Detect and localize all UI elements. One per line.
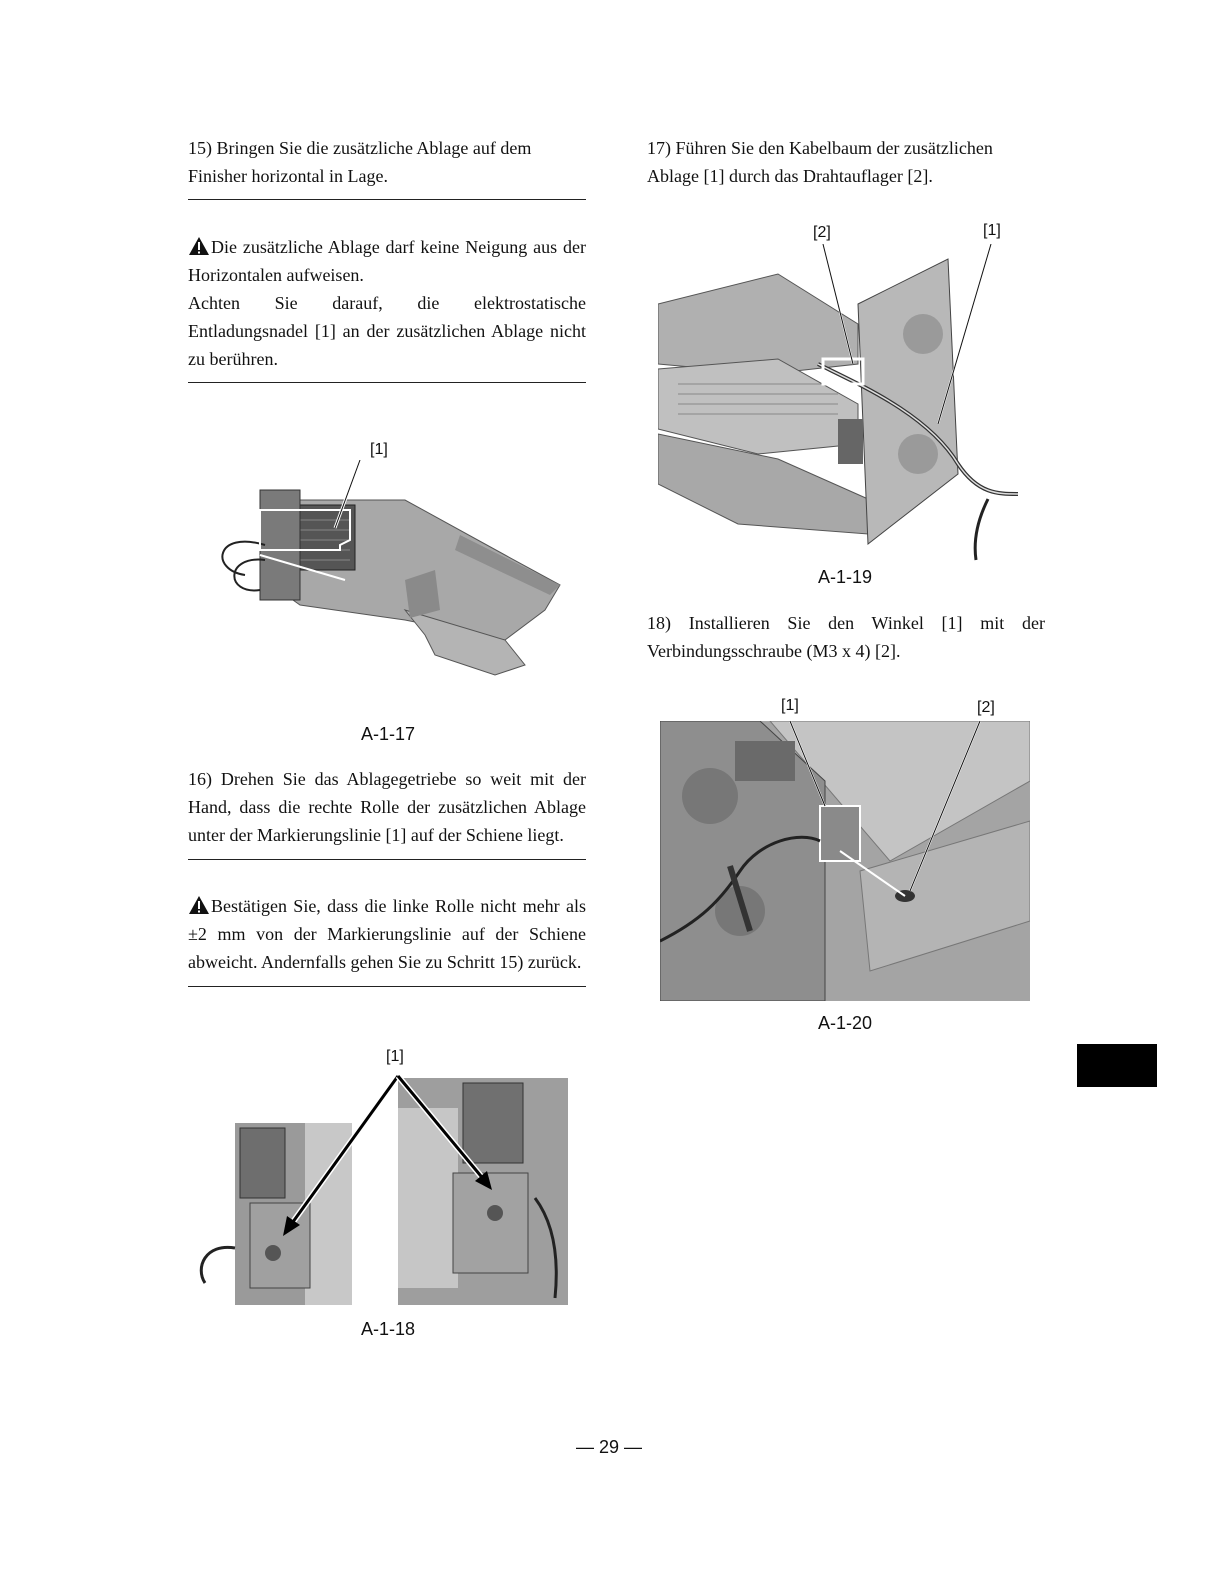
step-16-text: 16) Drehen Sie das Ablagegetriebe so weit mit der Hand, dass die rechte Rolle der zusätzlichen Ablage unter der Markierungslinie [1] auf der Schiene liegt. [188,769,586,845]
step-17-text: 17) Führen Sie den Kabelbaum der zusätzlichen Ablage [1] durch das Drahtauflager [2]. [647,138,993,186]
step-18-text: 18) Installieren Sie den Winkel [1] mit der Verbindungsschraube (M3 x 4) [2]. [647,613,1045,661]
fig18-callout-1: [1] [386,1048,404,1065]
divider [188,199,586,200]
warning-triangle-icon [188,896,211,916]
fig19-callout-2: [2] [813,224,831,241]
figure-a-1-20 [660,721,1030,1001]
fig19-caption: A-1-19 [817,567,873,587]
figure-a-1-18 [195,1068,570,1308]
fig18-caption: A-1-18 [360,1319,416,1339]
caution-block-1 [188,233,586,373]
figure-a-1-19 [658,244,1030,562]
page-number: — 29 — [575,1437,643,1457]
caution-text-1: Die zusätzliche Ablage darf keine Neigung aus der Horizontalen aufweisen. [188,237,586,285]
fig20-callout-1: [1] [781,697,799,714]
caution-block-2 [188,892,586,976]
warning-triangle-icon [188,237,211,257]
step-15-text: 15) Bringen Sie die zusätzliche Ablage auf dem Finisher horizontal in Lage. [188,138,532,186]
fig17-callout-1: [1] [370,441,388,458]
divider [188,986,586,987]
fig17-caption: A-1-17 [360,724,416,744]
divider [188,382,586,383]
figure-a-1-17 [205,460,575,685]
chapter-tab-marker [1077,1044,1157,1087]
fig20-callout-2: [2] [977,699,995,716]
fig19-callout-1: [1] [983,222,1001,239]
fig20-caption: A-1-20 [817,1013,873,1033]
divider [188,859,586,860]
caution-text-2: Achten Sie darauf, die elektrostatische Entladungsnadel [1] an der zusätzlichen Ablage nicht zu berühren. [188,293,586,369]
caution-text-3: Bestätigen Sie, dass die linke Rolle nicht mehr als ±2 mm von der Markierungslinie auf der Schiene abweicht. Andernfalls gehen Sie zu Schritt 15) zurück. [188,896,586,972]
